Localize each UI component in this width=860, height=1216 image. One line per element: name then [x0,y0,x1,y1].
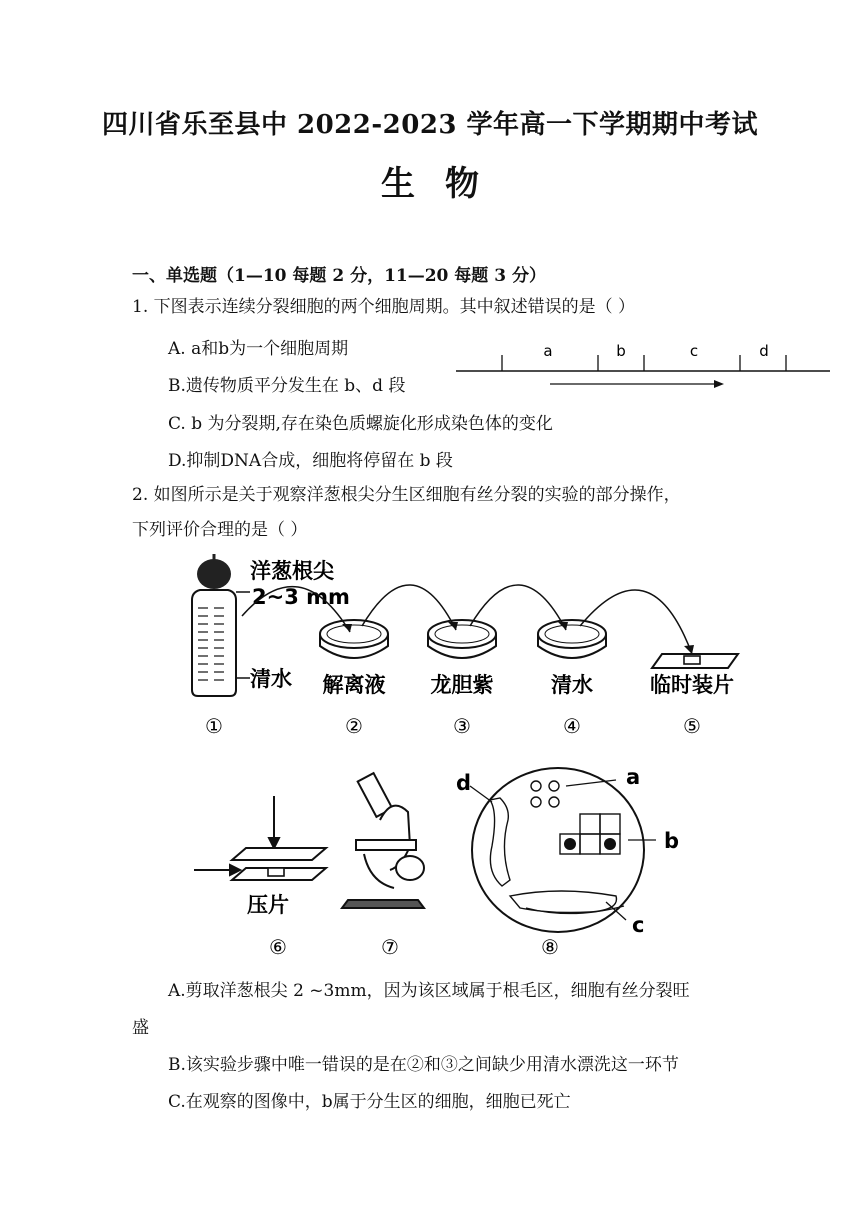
dish-label-water: 清水 [551,673,593,697]
step-8: ⑧ [541,935,559,959]
step-4: ④ [563,714,581,738]
q1-option-a: A. a和b为一个细胞周期 [168,339,349,359]
cell-label-a: a [626,765,641,789]
q1-option-b: B.遗传物质平分发生在 b、d 段 [168,376,406,396]
q1-timeline-figure [452,338,836,392]
segment-a-label: a [543,342,553,360]
segment-c-label: c [689,342,699,360]
onion-bulb [197,559,231,589]
segment-b-label: b [616,342,626,360]
q2-option-a-line2: 盛 [132,1018,149,1038]
microscope-view-8 [470,768,656,932]
press-slide-6 [194,796,326,880]
q1-option-c: C. b 为分裂期,存在染色质螺旋化形成染色体的变化 [168,414,553,434]
q2-option-a-line1: A.剪取洋葱根尖 2 ~3mm，因为该区域属于根毛区，细胞有丝分裂旺 [168,981,690,1001]
microscope-7 [342,773,424,908]
q1-stem: 1. 下图表示连续分裂细胞的两个细胞周期。其中叙述错误的是（ ） [132,297,636,317]
dish-label-stain: 龙胆紫 [430,673,494,697]
subject-title: 生物 [381,164,509,204]
q2-stem-line2: 下列评价合理的是（ ） [132,520,308,540]
length-label: 2~3 mm [252,585,350,609]
step-2: ② [345,714,363,738]
water-label: 清水 [250,667,292,691]
dish-label-dissociation: 解离液 [322,673,386,697]
q2-experiment-figure [180,550,800,970]
slide-5 [652,654,738,668]
dish-2 [320,620,388,658]
step-6: ⑥ [269,935,287,959]
step-3: ③ [453,714,471,738]
water-lines [198,608,224,680]
direction-arrowhead [714,380,724,388]
q2-stem-line1: 2. 如图所示是关于观察洋葱根尖分生区细胞有丝分裂的实验的部分操作， [132,485,681,505]
exam-title: 四川省乐至县中 2022-2023 学年高一下学期期中考试 [101,110,759,140]
q1-option-d: D.抑制DNA合成，细胞将停留在 b 段 [168,451,453,471]
step-7: ⑦ [381,935,399,959]
press-label: 压片 [247,893,289,917]
q2-option-c: C.在观察的图像中，b属于分生区的细胞，细胞已死亡 [168,1092,571,1112]
step-1: ① [205,714,223,738]
segment-d-label: d [759,342,769,360]
step-5: ⑤ [683,714,701,738]
dish-3 [428,620,496,658]
section-heading: 一、单选题（1—10 每题 2 分，11—20 每题 3 分） [132,266,546,286]
cell-label-c: c [632,913,645,937]
q2-option-b: B.该实验步骤中唯一错误的是在②和③之间缺少用清水漂洗这一环节 [168,1055,679,1075]
root-tip-label: 洋葱根尖 [250,559,334,583]
dish-4 [538,620,606,658]
cell-label-b: b [664,829,680,853]
slide-label: 临时装片 [650,673,734,697]
cell-label-d: d [456,771,472,795]
